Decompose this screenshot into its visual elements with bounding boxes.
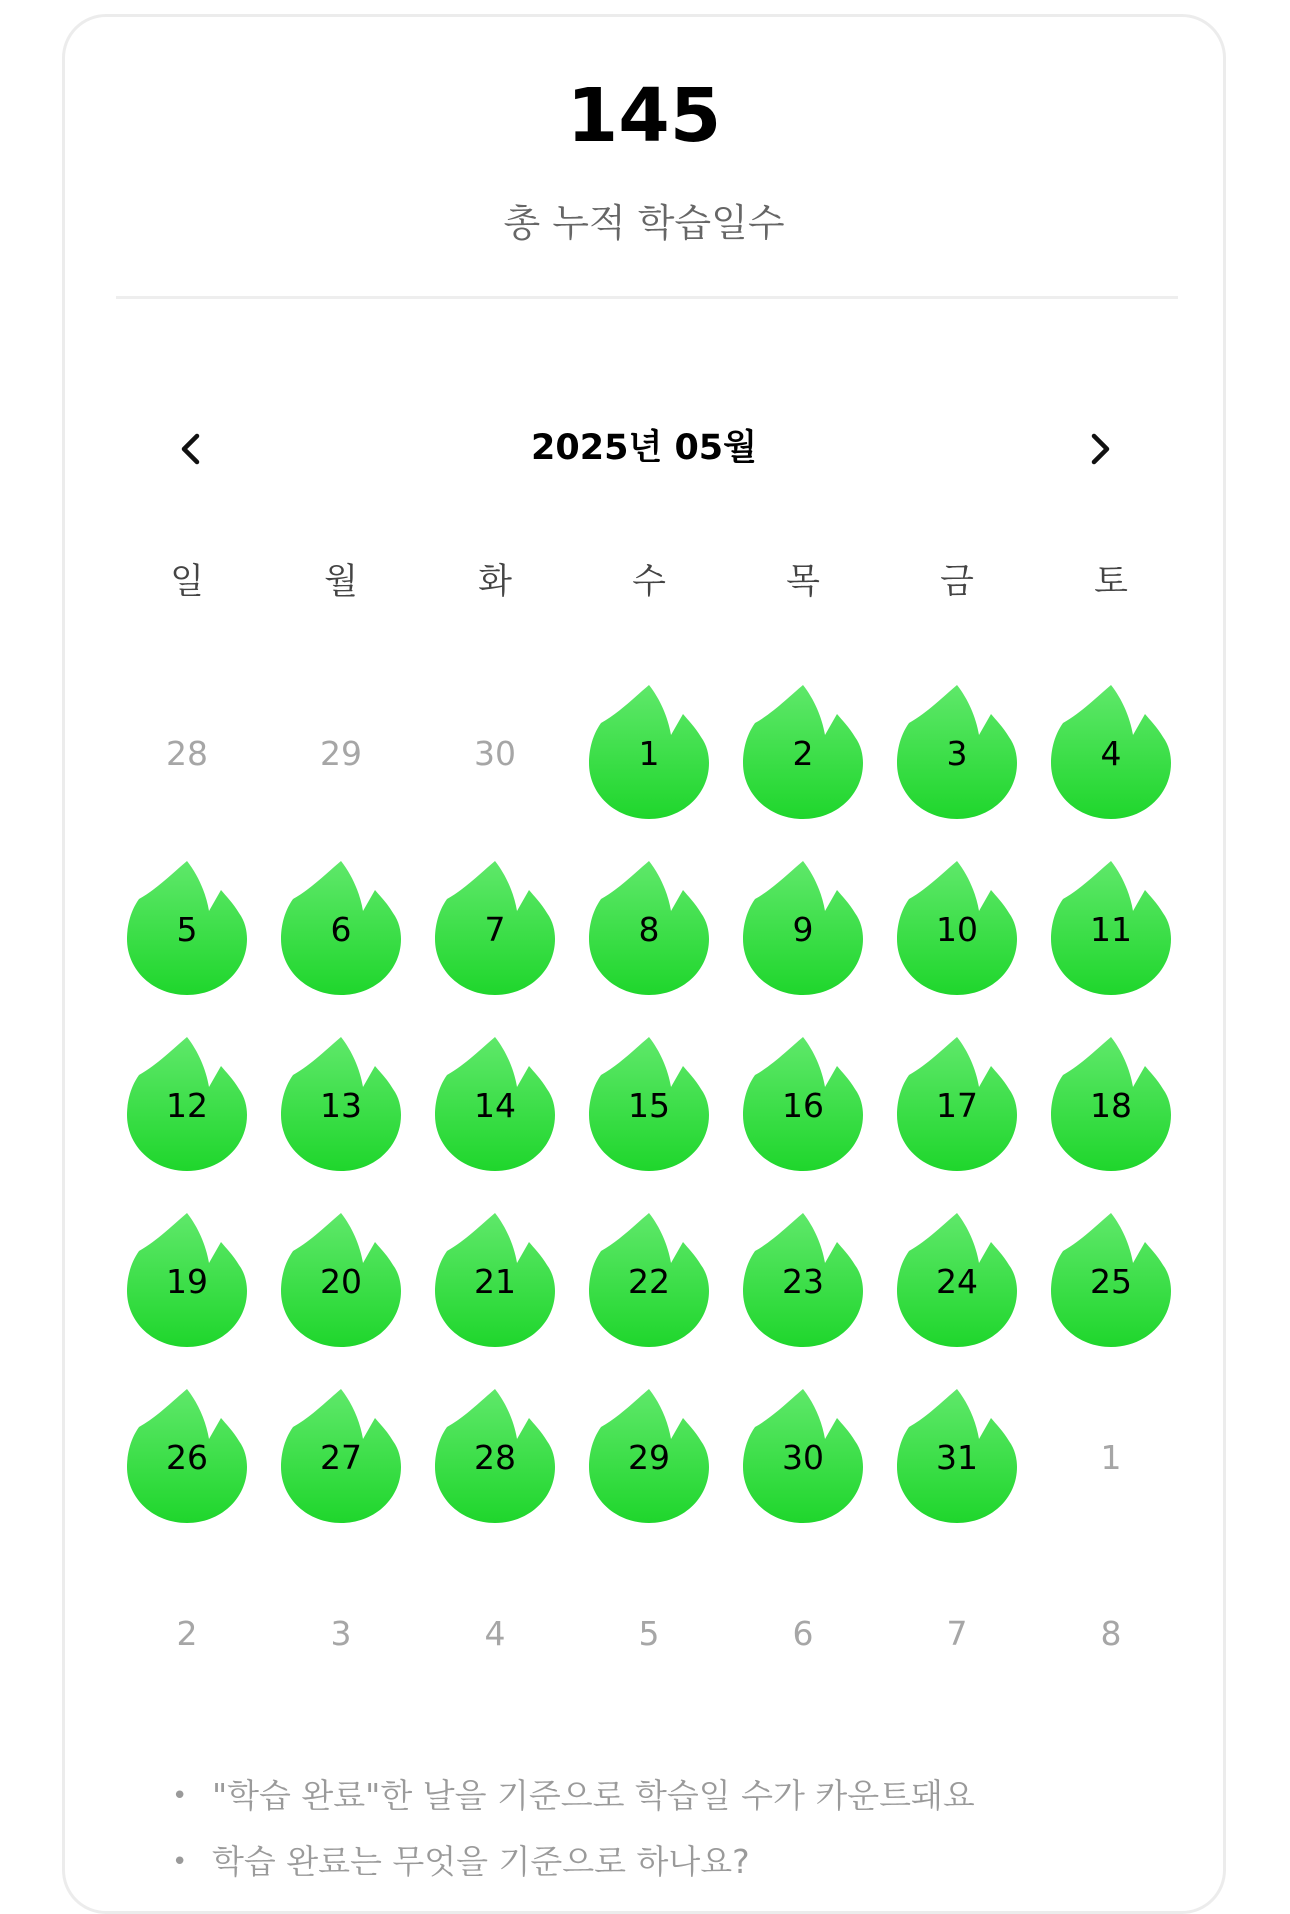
day-number: 10 — [936, 909, 978, 949]
calendar-day-studied[interactable] — [572, 861, 726, 1037]
weekday-header — [110, 557, 1188, 607]
calendar-day[interactable] — [1034, 1389, 1188, 1565]
calendar-day[interactable] — [110, 1565, 264, 1741]
faq-link[interactable] — [172, 1829, 1172, 1895]
month-title: 2025년 05월 — [531, 428, 757, 468]
day-number: 17 — [936, 1085, 978, 1125]
day-number: 21 — [474, 1261, 516, 1301]
day-number: 6 — [330, 909, 352, 949]
calendar-day-studied[interactable] — [264, 861, 418, 1037]
calendar-day[interactable] — [418, 685, 572, 861]
day-number: 6 — [792, 1613, 814, 1653]
calendar-day-studied[interactable] — [264, 1213, 418, 1389]
calendar-day-studied[interactable] — [418, 1213, 572, 1389]
day-number: 28 — [474, 1437, 516, 1477]
chevron-right-icon — [1089, 432, 1113, 466]
day-number: 1 — [1100, 1437, 1122, 1477]
calendar-day[interactable] — [418, 1565, 572, 1741]
faq-link-text: 학습 완료는 무엇을 기준으로 하나요? — [212, 1842, 750, 1881]
day-number: 27 — [320, 1437, 362, 1477]
calendar-day-studied[interactable] — [418, 861, 572, 1037]
calendar-day[interactable] — [726, 1565, 880, 1741]
calendar-day[interactable] — [264, 685, 418, 861]
calendar-day-studied[interactable] — [1034, 1213, 1188, 1389]
day-number: 14 — [474, 1085, 516, 1125]
day-number: 3 — [330, 1613, 352, 1653]
calendar-day[interactable] — [1034, 1565, 1188, 1741]
calendar-day[interactable] — [264, 1565, 418, 1741]
calendar-day-studied[interactable] — [880, 1389, 1034, 1565]
calendar-day-studied[interactable] — [880, 685, 1034, 861]
weekday-wed: 수 — [632, 562, 666, 602]
calendar-day-studied[interactable] — [110, 1389, 264, 1565]
day-number: 31 — [936, 1437, 978, 1477]
total-study-days: 145 — [566, 73, 722, 159]
calendar-day-studied[interactable] — [726, 1037, 880, 1213]
day-number: 8 — [1100, 1613, 1122, 1653]
weekday-mon: 월 — [324, 562, 358, 602]
day-number: 20 — [320, 1261, 362, 1301]
day-number: 16 — [782, 1085, 824, 1125]
calendar-day-studied[interactable] — [1034, 861, 1188, 1037]
day-number: 25 — [1090, 1261, 1132, 1301]
weekday-thu: 목 — [786, 562, 820, 602]
note-text: "학습 완료"한 날을 기준으로 학습일 수가 카운트돼요 — [212, 1776, 975, 1815]
day-number: 30 — [474, 733, 516, 773]
calendar-day-studied[interactable] — [264, 1389, 418, 1565]
day-number: 13 — [320, 1085, 362, 1125]
calendar-day[interactable] — [572, 1565, 726, 1741]
day-number: 15 — [628, 1085, 670, 1125]
day-number: 11 — [1090, 909, 1132, 949]
info-notes — [172, 1763, 1172, 1895]
day-number: 1 — [638, 733, 660, 773]
calendar-day-studied[interactable] — [418, 1037, 572, 1213]
calendar-day[interactable] — [110, 685, 264, 861]
day-number: 7 — [484, 909, 506, 949]
calendar-day[interactable] — [880, 1565, 1034, 1741]
calendar-day-studied[interactable] — [110, 1213, 264, 1389]
day-number: 2 — [176, 1613, 198, 1653]
study-calendar-card — [62, 14, 1226, 1914]
day-number: 9 — [792, 909, 814, 949]
note-item — [172, 1763, 1172, 1829]
calendar-day-studied[interactable] — [418, 1389, 572, 1565]
weekday-sat: 토 — [1094, 562, 1128, 602]
day-number: 22 — [628, 1261, 670, 1301]
calendar-day-studied[interactable] — [880, 861, 1034, 1037]
day-number: 5 — [176, 909, 198, 949]
weekday-sun: 일 — [170, 562, 204, 602]
day-number: 2 — [792, 733, 814, 773]
day-number: 19 — [166, 1261, 208, 1301]
bullet-icon: • — [172, 1847, 188, 1877]
next-month-button[interactable] — [1071, 419, 1131, 479]
weekday-tue: 화 — [478, 562, 512, 602]
calendar-day-studied[interactable] — [726, 685, 880, 861]
day-number: 5 — [638, 1613, 660, 1653]
calendar-day-studied[interactable] — [1034, 685, 1188, 861]
calendar-day-studied[interactable] — [572, 1037, 726, 1213]
weekday-fri: 금 — [940, 562, 974, 602]
calendar-day-studied[interactable] — [110, 861, 264, 1037]
calendar-day-studied[interactable] — [726, 861, 880, 1037]
calendar-day-studied[interactable] — [726, 1389, 880, 1565]
day-number: 28 — [166, 733, 208, 773]
day-number: 4 — [1100, 733, 1122, 773]
day-number: 18 — [1090, 1085, 1132, 1125]
day-number: 29 — [320, 733, 362, 773]
calendar-day-studied[interactable] — [572, 1213, 726, 1389]
day-number: 24 — [936, 1261, 978, 1301]
calendar-day-studied[interactable] — [572, 685, 726, 861]
calendar-day-studied[interactable] — [264, 1037, 418, 1213]
day-number: 3 — [946, 733, 968, 773]
day-number: 30 — [782, 1437, 824, 1477]
day-number: 7 — [946, 1613, 968, 1653]
day-number: 8 — [638, 909, 660, 949]
calendar-day-studied[interactable] — [110, 1037, 264, 1213]
day-number: 12 — [166, 1085, 208, 1125]
day-number: 26 — [166, 1437, 208, 1477]
day-number: 23 — [782, 1261, 824, 1301]
day-number: 4 — [484, 1613, 506, 1653]
calendar-day-studied[interactable] — [726, 1213, 880, 1389]
divider — [116, 296, 1178, 299]
calendar-day-studied[interactable] — [880, 1037, 1034, 1213]
calendar-day-studied[interactable] — [1034, 1037, 1188, 1213]
day-number: 29 — [628, 1437, 670, 1477]
calendar-day-studied[interactable] — [880, 1213, 1034, 1389]
calendar-day-studied[interactable] — [572, 1389, 726, 1565]
bullet-icon: • — [172, 1781, 188, 1811]
calendar-grid — [110, 685, 1188, 1741]
total-study-days-label: 총 누적 학습일수 — [503, 201, 785, 245]
